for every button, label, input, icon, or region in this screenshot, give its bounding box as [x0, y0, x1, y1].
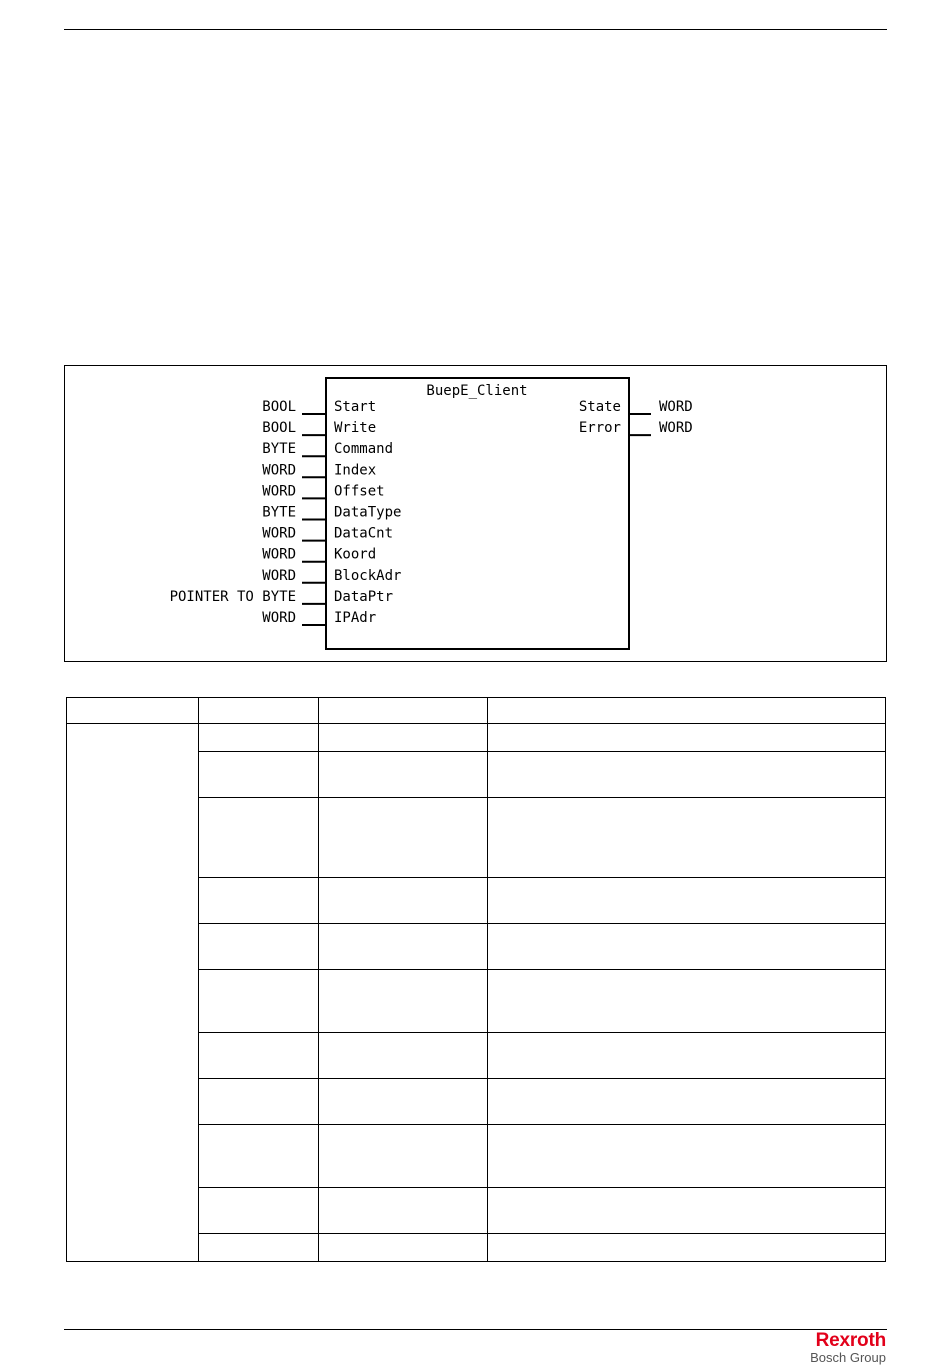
output-type-label: WORD [659, 399, 693, 415]
table-cell [319, 1188, 488, 1234]
rexroth-logo [810, 1331, 886, 1365]
input-type-label: WORD [262, 546, 296, 563]
input-type-label: WORD [262, 525, 296, 542]
table-cell [319, 798, 488, 878]
table-cell [199, 924, 319, 970]
input-pin-name: Offset [334, 483, 385, 500]
table-cell [319, 1125, 488, 1188]
table-cell [199, 752, 319, 798]
table-cell [319, 752, 488, 798]
output-type-label: WORD [659, 420, 693, 437]
table-header-row [67, 698, 886, 724]
function-block-svg [65, 366, 886, 661]
table-cell [488, 1079, 886, 1125]
table-cell [199, 878, 319, 924]
input-type-label: BOOL [262, 420, 296, 437]
table-cell [488, 698, 886, 724]
input-type-label: WORD [262, 610, 296, 626]
input-type-label: BOOL [262, 399, 296, 415]
table-cell [199, 1234, 319, 1262]
function-block-diagram [64, 365, 887, 662]
input-type-label: BYTE [262, 504, 296, 521]
table-cell [199, 970, 319, 1033]
input-pin-name: IPAdr [334, 610, 377, 626]
input-type-label: POINTER TO BYTE [169, 588, 296, 605]
input-pin-name: Index [334, 462, 377, 479]
output-pin-name: Error [578, 420, 621, 437]
table-row [67, 724, 886, 752]
input-pin-name: Write [334, 420, 377, 437]
table-cell [199, 724, 319, 752]
table-cell [199, 1033, 319, 1079]
input-type-label: WORD [262, 567, 296, 584]
table-cell [199, 1125, 319, 1188]
output-pin-name: State [578, 399, 621, 415]
input-pin-name: DataCnt [334, 525, 394, 542]
header-rule [64, 29, 887, 30]
table-cell [488, 798, 886, 878]
table-cell [488, 724, 886, 752]
table-cell [488, 1033, 886, 1079]
table-cell [319, 878, 488, 924]
input-pin-name: Start [334, 399, 377, 415]
table-cell [319, 1234, 488, 1262]
input-type-label: WORD [262, 462, 296, 479]
function-block-title: BuepE_Client [426, 383, 528, 399]
table-cell [319, 724, 488, 752]
table-cell [488, 1234, 886, 1262]
table-cell [488, 970, 886, 1033]
input-type-label: WORD [262, 483, 296, 500]
logo-brand: Rexroth [815, 1330, 886, 1351]
table-cell [67, 698, 199, 724]
table-cell [199, 1188, 319, 1234]
table-cell [319, 970, 488, 1033]
table-cell [488, 1188, 886, 1234]
table-cell [488, 1125, 886, 1188]
logo-group: Bosch Group [810, 1350, 886, 1365]
input-pin-name: Command [334, 441, 394, 458]
table-cell [199, 1079, 319, 1125]
table-cell [319, 698, 488, 724]
table-cell [319, 1033, 488, 1079]
table-group-cell [67, 724, 199, 1262]
table-cell [199, 798, 319, 878]
footer-rule [64, 1329, 887, 1330]
table-cell [319, 924, 488, 970]
input-pin-name: DataPtr [334, 588, 394, 605]
input-type-label: BYTE [262, 441, 296, 458]
input-pin-name: BlockAdr [334, 567, 402, 584]
table-cell [319, 1079, 488, 1125]
table-cell [488, 878, 886, 924]
parameter-table [66, 697, 886, 1262]
table-cell [488, 924, 886, 970]
table-cell [488, 752, 886, 798]
input-pin-name: DataType [334, 504, 402, 521]
input-pin-name: Koord [334, 546, 377, 563]
table-cell [199, 698, 319, 724]
